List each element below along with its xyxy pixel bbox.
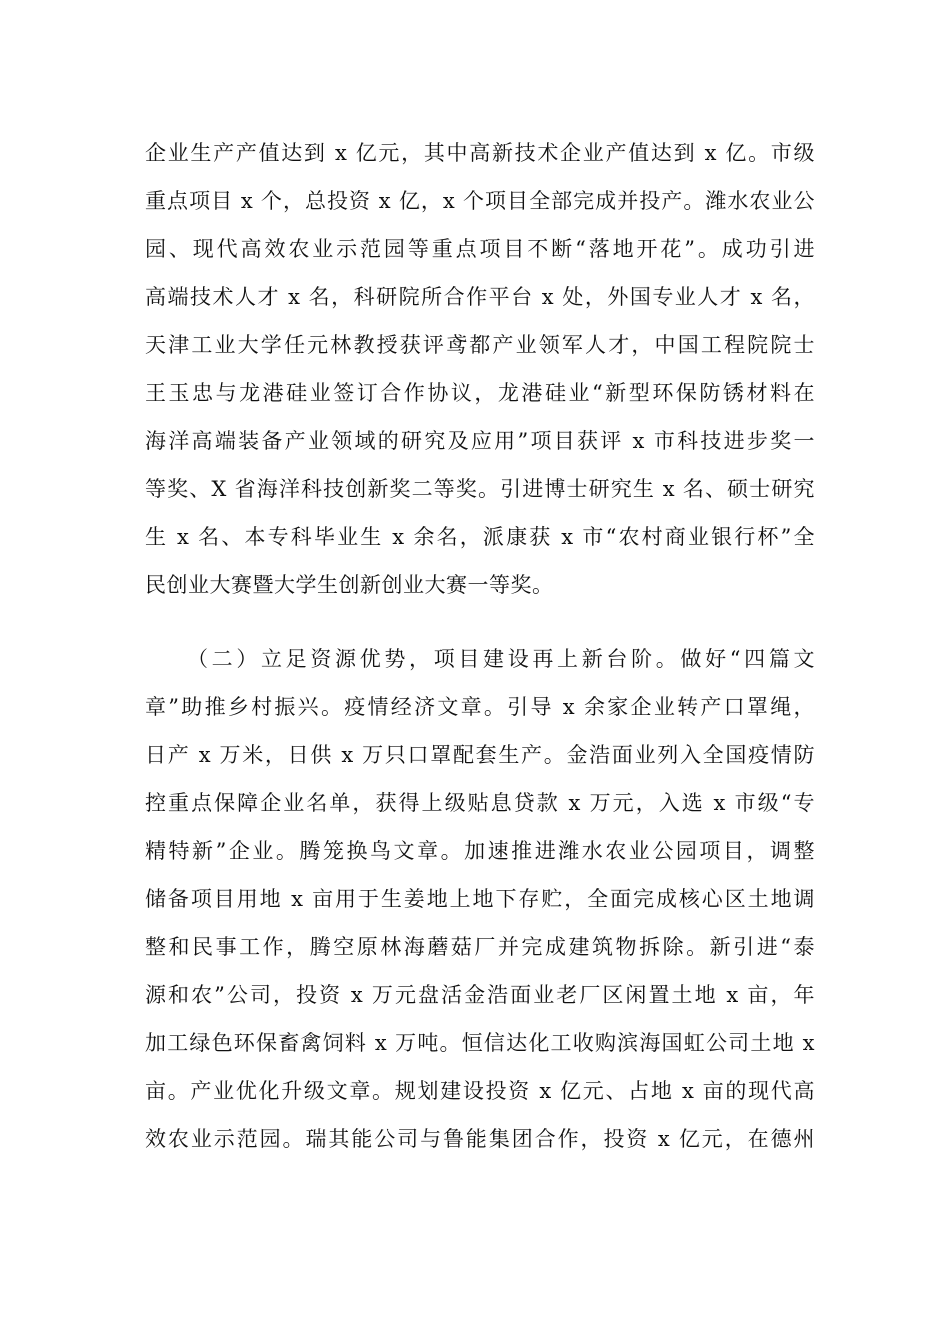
text-line: 重点项目 x 个，总投资 x 亿，x 个项目全部完成并投产。潍水农业公: [145, 189, 815, 213]
text-line: 整和民事工作，腾空原林海蘑菇厂并完成建筑物拆除。新引进“泰: [145, 935, 815, 959]
text-line: 海洋高端装备产业领域的研究及应用”项目获评 x 市科技进步奖一: [145, 429, 815, 453]
text-line: 源和农”公司，投资 x 万元盘活金浩面业老厂区闲置土地 x 亩，年: [145, 983, 815, 1007]
text-line: 章”助推乡村振兴。疫情经济文章。引导 x 余家企业转产口罩绳，: [145, 695, 815, 719]
text-line: 效农业示范园。瑞其能公司与鲁能集团合作，投资 x 亿元，在德州: [145, 1127, 815, 1151]
text-line: 亩。产业优化升级文章。规划建设投资 x 亿元、占地 x 亩的现代高: [145, 1079, 815, 1103]
text-line: 天津工业大学任元林教授获评鸢都产业领军人才，中国工程院院士: [145, 333, 815, 357]
text-line: 民创业大赛暨大学生创新创业大赛一等奖。: [145, 573, 554, 597]
text-line: 控重点保障企业名单，获得上级贴息贷款 x 万元，入选 x 市级“专: [145, 791, 815, 815]
text-line: 高端技术人才 x 名，科研院所合作平台 x 处，外国专业人才 x 名，: [145, 285, 815, 309]
text-line: 日产 x 万米，日供 x 万只口罩配套生产。金浩面业列入全国疫情防: [145, 743, 815, 767]
text-line: 等奖、X 省海洋科技创新奖二等奖。引进博士研究生 x 名、硕士研究: [145, 477, 815, 501]
text-line: 精特新”企业。腾笼换鸟文章。加速推进潍水农业公园项目，调整: [145, 839, 815, 863]
section-heading-line: （二）立足资源优势，项目建设再上新台阶。做好“四篇文: [187, 647, 815, 671]
text-line: 生 x 名、本专科毕业生 x 余名，派康获 x 市“农村商业银行杯”全: [145, 525, 815, 549]
text-line: 加工绿色环保畜禽饲料 x 万吨。恒信达化工收购滨海国虹公司土地 x: [145, 1031, 815, 1055]
text-line: 企业生产产值达到 x 亿元，其中高新技术企业产值达到 x 亿。市级: [145, 141, 815, 165]
text-line: 园、现代高效农业示范园等重点项目不断“落地开花”。成功引进: [145, 237, 815, 261]
text-line: 王玉忠与龙港硅业签订合作协议，龙港硅业“新型环保防锈材料在: [145, 381, 815, 405]
text-line: 储备项目用地 x 亩用于生姜地上地下存贮，全面完成核心区土地调: [145, 887, 815, 911]
